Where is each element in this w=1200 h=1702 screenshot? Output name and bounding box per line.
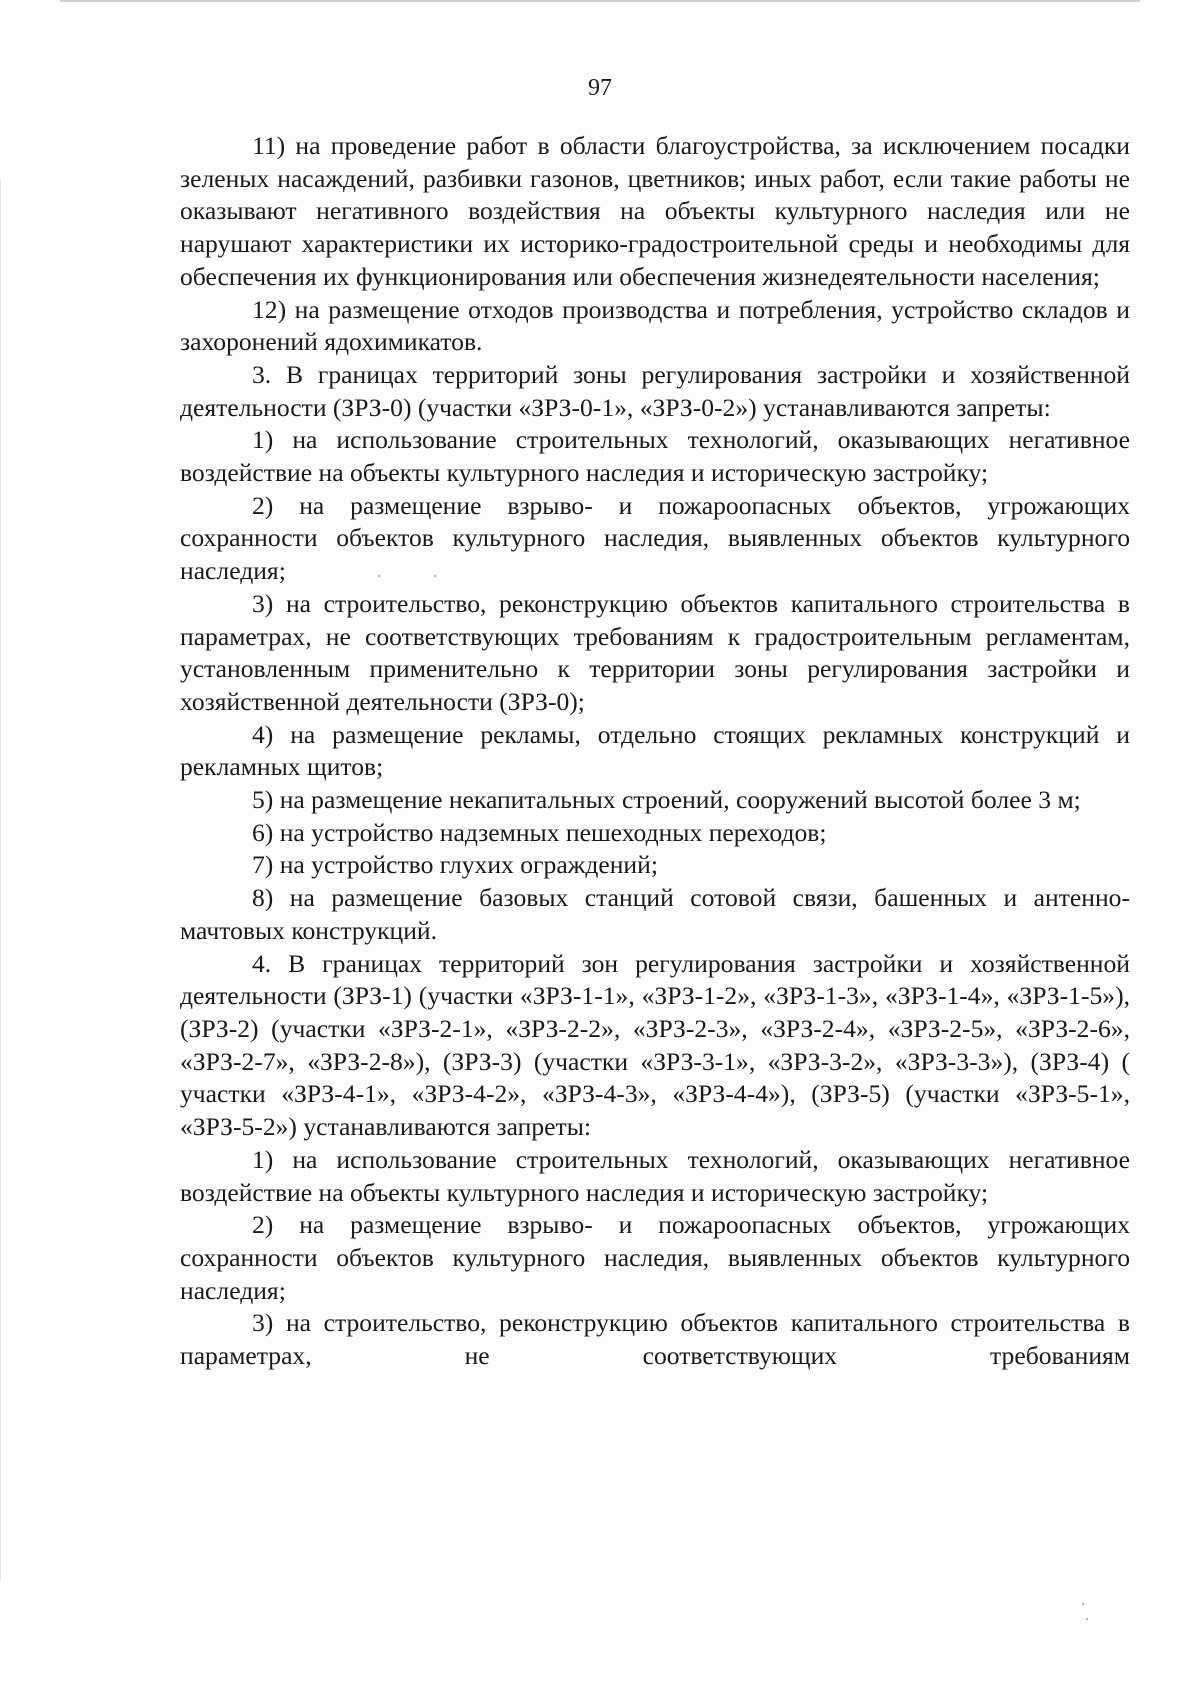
paragraph-s3-item-2: 2) на размещение взрыво- и пожароопасных объектов, угрожающих сохранности объектов культурного наследия, выявленных объектов культурного наследия; <box>180 490 1130 586</box>
page-number: 97 <box>588 75 612 101</box>
paragraph-s4-item-2: 2) на размещение взрыво- и пожароопасных объектов, угрожающих сохранности объектов культурного наследия, выявленных объектов культурного наследия; <box>180 1210 1130 1305</box>
paragraph-section-4: 4. В границах территорий зон регулирования застройки и хозяйственной деятельности (ЗРЗ-1) (участки «ЗРЗ-1-1», «ЗРЗ-1-2», «ЗРЗ-1-3», «ЗРЗ-1-4», «ЗРЗ-1-5»), (ЗРЗ-2) (участки «ЗРЗ-2-1», «ЗРЗ-2-2», «ЗРЗ-2-3», «ЗРЗ-2-4», «ЗРЗ-2-5», «ЗРЗ-2-6», «ЗРЗ-2-7», «ЗРЗ-2-8»), (ЗРЗ-3) (участки «ЗРЗ-3-1», «ЗРЗ-3-2», «ЗРЗ-3-3»), (ЗРЗ-4) ( участки «ЗРЗ-4-1», «ЗРЗ-4-2», «ЗРЗ-4-3», «ЗРЗ-4-4»), (ЗРЗ-5) (участки «ЗРЗ-5-1», «ЗРЗ-5-2») устанавливаются запреты: <box>180 948 1130 1142</box>
paragraph-s4-item-3: 3) на строительство, реконструкцию объектов капитального строительства в параметрах, не соответствующих требованиям <box>180 1308 1130 1371</box>
scan-edge-top <box>60 0 1140 2</box>
scan-speck <box>434 575 436 577</box>
paragraph-item-12: 12) на размещение отходов производства и потребления, устройство складов и захоронений ядохимикатов. <box>180 294 1130 357</box>
scan-speck <box>1086 1618 1088 1620</box>
paragraph-s3-item-8: 8) на размещение базовых станций сотовой связи, башенных и антенно-мачтовых конструкций. <box>180 883 1130 945</box>
scan-edge-left <box>0 180 1 1580</box>
paragraph-item-11: 11) на проведение работ в области благоустройства, за исключением посадки зеленых насаждений, разбивки газонов, цветников; иных работ, если такие работы не оказывают негативного воздействия на объекты культурного наследия или не нарушают характеристики их историко-градостроительной среды и необходимы для обеспечения их функционирования или обеспечения жизнедеятельности населения; <box>180 131 1130 291</box>
paragraph-s3-item-6: 6) на устройство надземных пешеходных переходов; <box>252 817 827 847</box>
paragraph-s3-item-4: 4) на размещение рекламы, отдельно стоящих рекламных конструкций и рекламных щитов; <box>180 719 1130 782</box>
scan-speck <box>378 575 380 577</box>
paragraph-s4-item-1: 1) на использование строительных технологий, оказывающих негативное воздействие на объекты культурного наследия и историческую застройку; <box>180 1144 1130 1207</box>
paragraph-section-3: 3. В границах территорий зоны регулирования застройки и хозяйственной деятельности (ЗРЗ-0) (участки «ЗРЗ-0-1», «ЗРЗ-0-2») устанавливаются запреты: <box>180 359 1130 422</box>
paragraph-s3-item-7: 7) на устройство глухих ограждений; <box>252 850 658 880</box>
paragraph-s3-item-3: 3) на строительство, реконструкцию объектов капитального строительства в параметрах, не соответствующих требованиям к градостроительным регламентам, установленным применительно к территории зоны регулирования застройки и хозяйственной деятельности (ЗРЗ-0); <box>180 588 1130 716</box>
document-body <box>180 130 1130 1373</box>
scan-speck <box>1082 1603 1084 1605</box>
paragraph-s3-item-1: 1) на использование строительных технологий, оказывающих негативное воздействие на объекты культурного наследия и историческую застройку; <box>180 425 1130 488</box>
paragraph-s3-item-5: 5) на размещение некапитальных строений, сооружений высотой более 3 м; <box>252 785 1081 815</box>
